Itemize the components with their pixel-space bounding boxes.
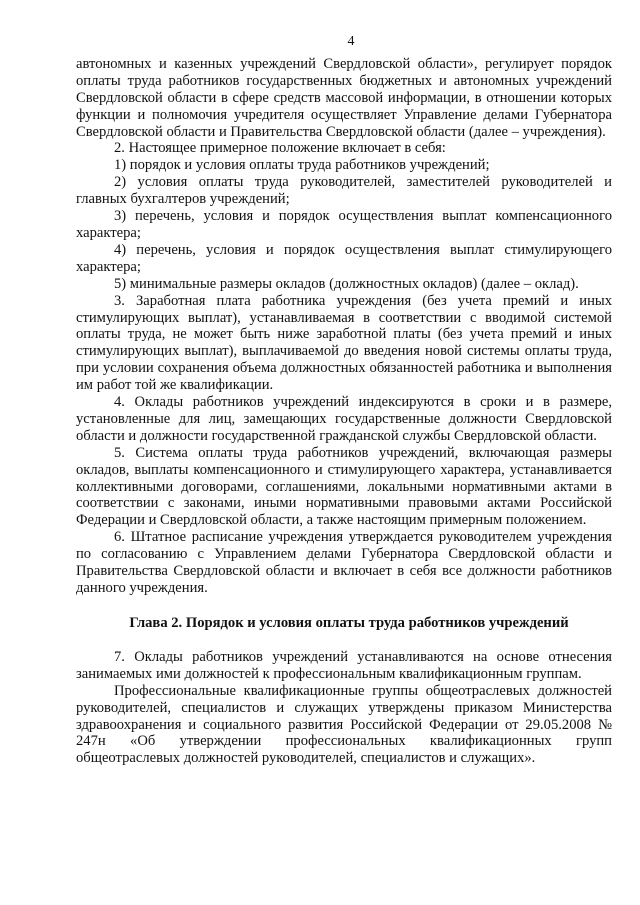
list-item-2: 2) условия оплаты труда руководителей, заместителей руководителей и главных бухгалтеров учреждений; [76,174,612,208]
paragraph-continuation: автономных и казенных учреждений Свердловской области», регулирует порядок оплаты труда работников государственных бюджетных и автономных учреждений Свердловской области в сфере средств массовой информации, в отношении которых функции и полномочия учредителя осуществляет Управление делами Губернатора Свердловской области и Правительства Свердловской области (далее – учреждения). [76,55,612,140]
page-number: 4 [347,34,355,49]
list-item-4: 4) перечень, условия и порядок осуществления выплат стимулирующего характера; [76,241,612,275]
paragraph-2-intro: 2. Настоящее примерное положение включает в себя: [114,140,446,157]
paragraph-7: 7. Оклады работников учреждений устанавливаются на основе отнесения занимаемых ими должностей к профессиональным квалификационным группам. [76,648,612,682]
paragraph-6: 6. Штатное расписание учреждения утверждается руководителем учреждения по согласованию с Управлением делами Губернатора Свердловской области и Правительства Свердловской области и включает в себя все должности работников данного учреждения. [76,529,612,596]
paragraph-7-continued: Профессиональные квалификационные группы общеотраслевых должностей руководителей, специалистов и служащих утверждены приказом Министерства здравоохранения и социального развития Российской Федерации от 29.05.2008 № 247н «Об утверждении профессиональных квалификационных групп общеотраслевых должностей руководителей, специалистов и служащих». [76,682,612,767]
list-item-5: 5) минимальные размеры окладов (должностных окладов) (далее – оклад). [114,275,579,292]
paragraph-4: 4. Оклады работников учреждений индексируются в сроки и в размере, установленные для лиц, замещающих государственные должности Свердловской области и должности государственной гражданской службы Свердловской области. [76,394,612,444]
paragraph-5: 5. Система оплаты труда работников учреждений, включающая размеры окладов, выплаты компенсационного и стимулирующего характера, устанавливается коллективными договорами, соглашениями, локальными нормативными актами в соответствии с законами, иными нормативными правовыми актами Российской Федерации и Свердловской области, а также настоящим примерным положением. [76,444,612,529]
list-item-1: 1) порядок и условия оплаты труда работников учреждений; [114,157,490,174]
chapter-heading: Глава 2. Порядок и условия оплаты труда работников учреждений [129,614,569,631]
list-item-3: 3) перечень, условия и порядок осуществления выплат компенсационного характера; [76,208,612,241]
paragraph-3: 3. Заработная плата работника учреждения (без учета премий и иных стимулирующих выплат), устанавливаемая в соответствии с вводимой системой оплаты труда, не может быть ниже заработной платы (без учета премий и иных стимулирующих выплат), выплачиваемой до введения новой системы оплаты труда, при условии сохранения объема должностных обязанностей работника и выполнения им работ той же квалификации. [76,292,612,394]
